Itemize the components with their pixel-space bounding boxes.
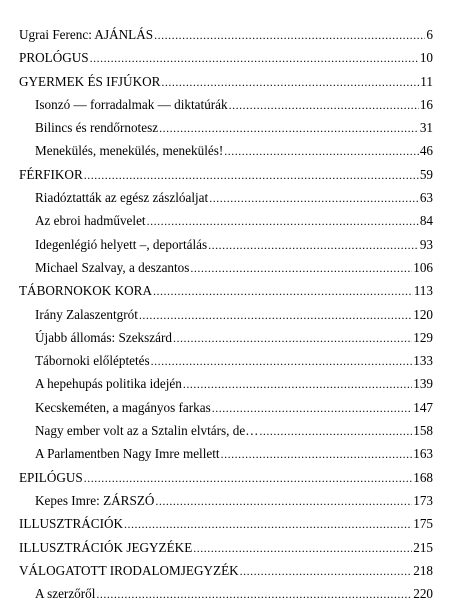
dot-leader	[139, 304, 412, 327]
dot-leader	[124, 513, 412, 536]
toc-entry-page: 133	[413, 353, 433, 369]
dot-leader	[96, 583, 412, 606]
toc-entry-page: 147	[413, 399, 433, 415]
toc-entry	[19, 559, 433, 582]
toc-entry-title: ILLUSZTRÁCIÓK JEGYZÉKE	[19, 539, 193, 555]
toc-entry-page: 129	[413, 329, 433, 345]
toc-entry-title: Az ebroi hadművelet	[35, 213, 146, 229]
toc-entry-page: 113	[413, 283, 433, 299]
toc-entry-title: Michael Szalvay, a deszantos	[35, 259, 190, 275]
toc-entry-title: A szerzőről	[35, 586, 96, 602]
toc-entry	[19, 46, 433, 69]
dot-leader	[147, 210, 419, 233]
toc-entry-page: 168	[413, 469, 433, 485]
toc-entry-page: 139	[413, 376, 433, 392]
toc-entry-title: Ugrai Ferenc: AJÁNLÁS	[19, 27, 154, 42]
toc-entry-title: Bilincs és rendőrnotesz	[35, 120, 159, 136]
toc-subentry	[19, 582, 433, 605]
toc-entry	[19, 512, 433, 535]
toc-subentry	[19, 419, 433, 442]
toc-subentry	[19, 116, 433, 139]
toc-entry-title: A hepehupás politika idején	[35, 376, 182, 392]
dot-leader	[212, 397, 412, 420]
dot-leader	[224, 140, 419, 163]
toc-entry-page: 215	[413, 539, 433, 555]
toc-entry-title: TÁBORNOKOK KORA	[19, 283, 152, 299]
toc-entry-title: Újabb állomás: Szekszárd	[35, 329, 172, 345]
toc-entry-page: 220	[413, 586, 433, 602]
toc-entry-page: 120	[413, 306, 433, 322]
toc-entry-title: ILLUSZTRÁCIÓK	[19, 516, 124, 532]
dot-leader	[151, 350, 413, 373]
dot-leader	[183, 373, 412, 396]
toc-entry-title: A Parlamentben Nagy Imre mellett	[35, 446, 220, 462]
toc-entry	[19, 70, 433, 93]
toc-entry	[19, 466, 433, 489]
dot-leader	[155, 490, 412, 513]
toc-entry-title: EPILÓGUS	[19, 469, 83, 485]
dot-leader	[190, 257, 412, 280]
toc-subentry	[19, 303, 433, 326]
toc-entry-page: 46	[419, 143, 433, 159]
toc-entry-title: VÁLOGATOTT IRODALOMJEGYZÉK	[19, 562, 239, 578]
toc-entry-page: 10	[419, 50, 433, 66]
dot-leader	[259, 420, 412, 443]
dot-leader	[161, 71, 419, 94]
toc-subentry	[19, 489, 433, 512]
toc-subentry	[19, 326, 433, 349]
toc-entry-page: 11	[420, 73, 433, 89]
toc-entry	[19, 163, 433, 186]
dot-leader	[221, 443, 413, 466]
table-of-contents	[19, 23, 433, 605]
dot-leader	[90, 47, 419, 70]
toc-subentry	[19, 442, 433, 465]
toc-subentry	[19, 233, 433, 256]
dot-leader	[240, 560, 413, 583]
dot-leader	[84, 164, 419, 187]
toc-entry-title: Irány Zalaszentgrót	[35, 306, 138, 322]
toc-entry-page: 59	[419, 166, 433, 182]
toc-entry	[19, 536, 433, 559]
toc-entry-title: PROLÓGUS	[19, 50, 89, 66]
toc-entry	[19, 279, 433, 302]
toc-entry-page: 84	[419, 213, 433, 229]
toc-entry-page: 163	[413, 446, 433, 462]
dot-leader	[173, 327, 412, 350]
dot-leader	[153, 280, 413, 303]
toc-entry	[19, 23, 433, 46]
toc-subentry	[19, 139, 433, 162]
toc-entry-title: Tábornoki előléptetés	[35, 353, 150, 369]
toc-entry-title: Riadóztatták az egész zászlóaljat	[35, 190, 209, 206]
toc-entry-title: Kecskeméten, a magányos farkas	[35, 399, 211, 415]
toc-entry-page: 173	[413, 492, 433, 508]
dot-leader	[208, 234, 419, 257]
toc-subentry	[19, 256, 433, 279]
toc-entry-title: GYERMEK ÉS IFJÚKOR	[19, 73, 161, 89]
dot-leader	[209, 187, 419, 210]
toc-entry-title: Kepes Imre: ZÁRSZÓ	[35, 492, 155, 508]
toc-entry-page: 63	[419, 190, 433, 206]
dot-leader	[154, 24, 425, 47]
toc-entry-page: 175	[413, 516, 433, 532]
toc-entry-title: Menekülés, menekülés, menekülés!	[35, 143, 224, 159]
toc-entry-title: Isonzó — forradalmak — diktatúrák	[35, 96, 228, 112]
dot-leader	[84, 467, 412, 490]
dot-leader	[159, 117, 419, 140]
toc-entry-page: 31	[419, 120, 433, 136]
toc-entry-page: 218	[413, 562, 433, 578]
toc-subentry	[19, 349, 433, 372]
toc-entry-page: 106	[413, 259, 433, 275]
toc-subentry	[19, 372, 433, 395]
toc-entry-title: FÉRFIKOR	[19, 166, 83, 182]
toc-subentry	[19, 186, 433, 209]
dot-leader	[193, 537, 412, 560]
dot-leader	[229, 94, 419, 117]
toc-entry-title: Idegenlégió helyett –, deportálás	[35, 236, 208, 252]
toc-entry-page: 158	[413, 423, 433, 439]
toc-entry-page: 93	[419, 236, 433, 252]
toc-entry-title: Nagy ember volt az a Sztalin elvtárs, de…	[35, 423, 259, 439]
toc-subentry	[19, 396, 433, 419]
toc-entry-page: 6	[426, 27, 433, 42]
toc-subentry	[19, 93, 433, 116]
toc-entry-page: 16	[419, 96, 433, 112]
toc-subentry	[19, 209, 433, 232]
